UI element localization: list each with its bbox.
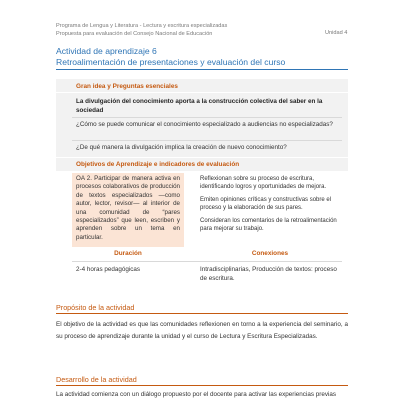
divider: [72, 117, 342, 118]
objectives-heading: Objetivos de Aprendizaje e indicadores de evaluación: [76, 161, 240, 168]
unit-label: Unidad 4: [325, 30, 348, 36]
development-text: La actividad comienza con un diálogo propuesto por el docente para activar las experiencias previas: [56, 391, 337, 398]
duration-label: Duración: [114, 250, 142, 257]
divider: [72, 261, 342, 262]
activity-title: Actividad de aprendizaje 6: [56, 46, 157, 56]
program-name: Programa de Lengua y Literatura - Lectura y escritura especializadas: [56, 23, 228, 29]
activity-subtitle: Retroalimentación de presentaciones y evaluación del curso: [56, 57, 286, 67]
duration-value: 2-4 horas pedagógicas: [76, 266, 141, 273]
purpose-rule: [56, 313, 348, 314]
connections-value: Intradisciplinarias, Producción de textos: proceso de escritura.: [200, 266, 337, 282]
document-header: [56, 23, 227, 38]
divider: [72, 140, 342, 141]
proposal-note: Propuesta para evaluación del Consejo Nacional de Educación: [56, 30, 213, 37]
indicator-3: Consideran los comentarios de la retroalimentación para mejorar su trabajo.: [200, 218, 337, 233]
big-idea-statement: La divulgación del conocimiento aporta a la construcción colectiva del saber en la sociedad: [76, 98, 323, 114]
essential-question-1: ¿Cómo se puede comunicar el conocimiento especializado a audiencias no especializadas?: [76, 121, 333, 128]
development-rule: [56, 385, 348, 386]
indicator-2: Emiten opiniones críticas y constructivas sobre el proceso y la elaboración de sus pares.: [200, 197, 332, 212]
purpose-text: El objetivo de la actividad es que las comunidades reflexionen en torno a la experiencia del seminario, a su proceso de aprendizaje durante la unidad y el curso de Lectura y Escritura Especializadas.: [56, 321, 348, 341]
connections-label: Conexiones: [251, 250, 289, 257]
learning-objective-text: OA 2. Participar de manera activa en procesos colaborativos de producción de textos especializados —como autor, lector, revisor— al interior de una comunidad de “pares especializados” que leen, escriben y aprenden sobre un tema en particular.: [76, 175, 180, 241]
big-idea-heading: Gran idea y Preguntas esenciales: [76, 83, 178, 90]
activity-title-block: [56, 46, 285, 68]
purpose-heading: Propósito de la actividad: [56, 303, 135, 312]
development-heading: Desarrollo de la actividad: [56, 375, 137, 384]
essential-question-2: ¿De qué manera la divulgación implica la creación de nuevo conocimiento?: [76, 144, 287, 151]
indicator-1: Reflexionan sobre su proceso de escritura, identificando logros y oportunidades de mejora.: [200, 176, 327, 191]
title-divider: [56, 69, 348, 70]
